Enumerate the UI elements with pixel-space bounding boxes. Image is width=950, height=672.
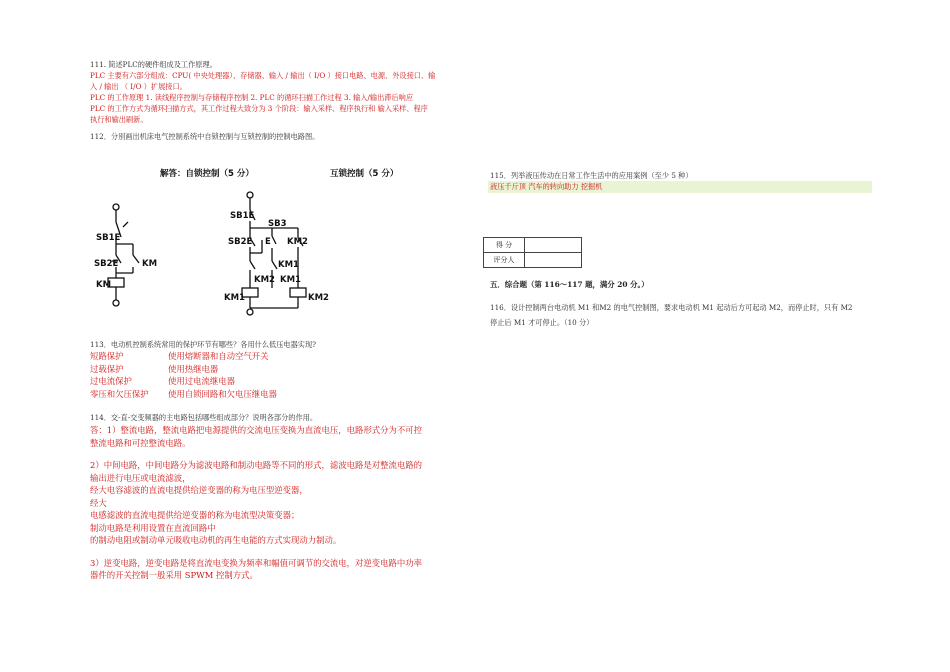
protection-name: 过载保护 [90, 363, 124, 374]
q115-answer: 液压千斤顶 汽车的转向助力 挖掘机 [488, 181, 872, 193]
q114-answer-line: 经大 [90, 497, 107, 508]
score-value-cell[interactable] [525, 238, 582, 253]
q111-answer-line: 入 / 输出 （ I/O ）扩展接口。 [90, 82, 187, 91]
q114-answer [90, 424, 475, 582]
self-lock-label: 解答：自锁控制（5 分） [160, 169, 254, 179]
control-circuit-diagrams [90, 160, 399, 320]
protection-row [90, 363, 390, 376]
inter-sb3-label: SB3 [268, 219, 287, 229]
protection-row [90, 375, 390, 388]
q111-answer-line: PLC 主要有六部分组成：CPU( 中央处理器）、存储器、输入 / 输出（ I/O ）接口电路、电源、外设接口、输 [90, 71, 436, 80]
inter-km2-mid-label: KM2 [254, 275, 275, 285]
q111-question: 111. 简述PLC的硬件组成及工作原理。 [90, 60, 217, 69]
protection-row [90, 388, 390, 401]
spacer [90, 449, 475, 459]
q114-answer-line: 电感滤波的直流电提供给逆变器的称为电流型决策变器； [90, 510, 300, 520]
protection-name: 短路保护 [90, 351, 124, 361]
inter-km1-mid-label: KM1 [278, 260, 299, 270]
q116-line: 停止后 M1 才可停止。（10 分） [490, 318, 594, 327]
inter-sb1-label: SB1E [230, 211, 255, 221]
inter-e-label: E [265, 237, 271, 247]
inter-km2-upper-label: KM2 [287, 237, 308, 247]
inter-km2-coil-label: KM2 [308, 293, 329, 303]
section-title: 五．综合题（第 116～117 题，满分 20 分。） [490, 280, 649, 289]
q112-question: 112．分别画出机床电气控制系统中自锁控制与互锁控制的控制电路图。 [90, 132, 320, 141]
protection-name: 过电流保护 [90, 376, 132, 386]
grader-value-cell[interactable] [525, 253, 582, 268]
score-box [483, 237, 582, 268]
q111-answer [90, 70, 475, 125]
spacer [90, 547, 475, 557]
self-sb2-label: SB2E [94, 259, 119, 269]
protection-device: 使用过电流继电器 [168, 376, 235, 386]
protection-device: 使用自锁回路和欠电压继电器 [168, 388, 277, 399]
q114-answer-line: 经大电容滤波的直流电提供给逆变器的称为电压型逆变器， [90, 485, 308, 495]
score-label: 得 分 [484, 238, 525, 253]
q116-question [490, 300, 880, 330]
q114-answer-line: 器件的开关控制一般采用 SPWM 控制方式。 [90, 570, 258, 580]
q111-answer-line: PLC 的工作方式为循环扫描方式，其工作过程大致分为 3 个阶段：输入采样、程序执行和 输入采样、程序 [90, 104, 428, 113]
protection-device: 使用热继电器 [168, 363, 219, 374]
self-sb1-label: SB1E [96, 233, 121, 243]
protection-row [90, 350, 390, 363]
q114-answer-line: 2）中间电路，中间电路分为滤波电路和制动电路等不同的形式，滤波电路是对整流电路的 [90, 460, 422, 470]
q111-answer-line: 执行和输出刷新。 [90, 115, 148, 124]
inter-km1-lower-label: KM1 [280, 275, 301, 285]
q111-answer-line: PLC 的工作原理 1. 读线程序控制与存储程序控制 2. PLC 的循环扫描工作过程 3. 输入/输出滞后响应 [90, 93, 414, 102]
q114-question: 114．交-直-交变频器的主电路包括哪些组成部分？说明各部分的作用。 [90, 413, 318, 422]
q114-answer-line: 3）逆变电路，逆变电路是将直流电变换为频率和幅值可调节的交流电，对逆变电路中功率 [90, 557, 422, 568]
protection-device: 使用熔断器和自动空气开关 [168, 351, 269, 361]
inter-km1-coil-label: KM1 [224, 293, 245, 303]
q116-line: 116．设计控制两台电动机 M1 和M2 的电气控制图，要求电动机 M1 起动后方可起动 M2，而停止时，只有 M2 [490, 303, 853, 312]
q115-question: 115．列举液压传动在日常工作生活中的应用案例（至少 5 种） [490, 171, 693, 180]
q114-answer-line: 整流电路和可控整流电路。 [90, 437, 191, 448]
protection-name: 零压和欠压保护 [90, 388, 149, 399]
interlock-label: 互锁控制（5 分） [330, 169, 399, 179]
self-km-coil-label: KM [96, 280, 112, 290]
q114-answer-line: 制动电路是利用设置在直流回路中 [90, 522, 216, 533]
grader-label: 评分人 [484, 253, 525, 268]
inter-sb2-label: SB2E [228, 237, 253, 247]
self-km-contact-label: KM [142, 259, 158, 269]
q113-answer-table [90, 350, 390, 400]
q114-answer-line: 答：1）整流电路，整流电路把电源提供的交流电压变换为直流电压，电路形式分为不可控 [90, 425, 422, 435]
q114-answer-line: 的制动电阻或制动单元吸收电动机的再生电能的方式实现动力制动。 [90, 535, 342, 545]
q113-question: 113．电动机控制系统常用的保护环节有哪些？各用什么低压电器实现? [90, 340, 317, 349]
q114-answer-line: 输出进行电压或电流滤波， [90, 472, 191, 483]
